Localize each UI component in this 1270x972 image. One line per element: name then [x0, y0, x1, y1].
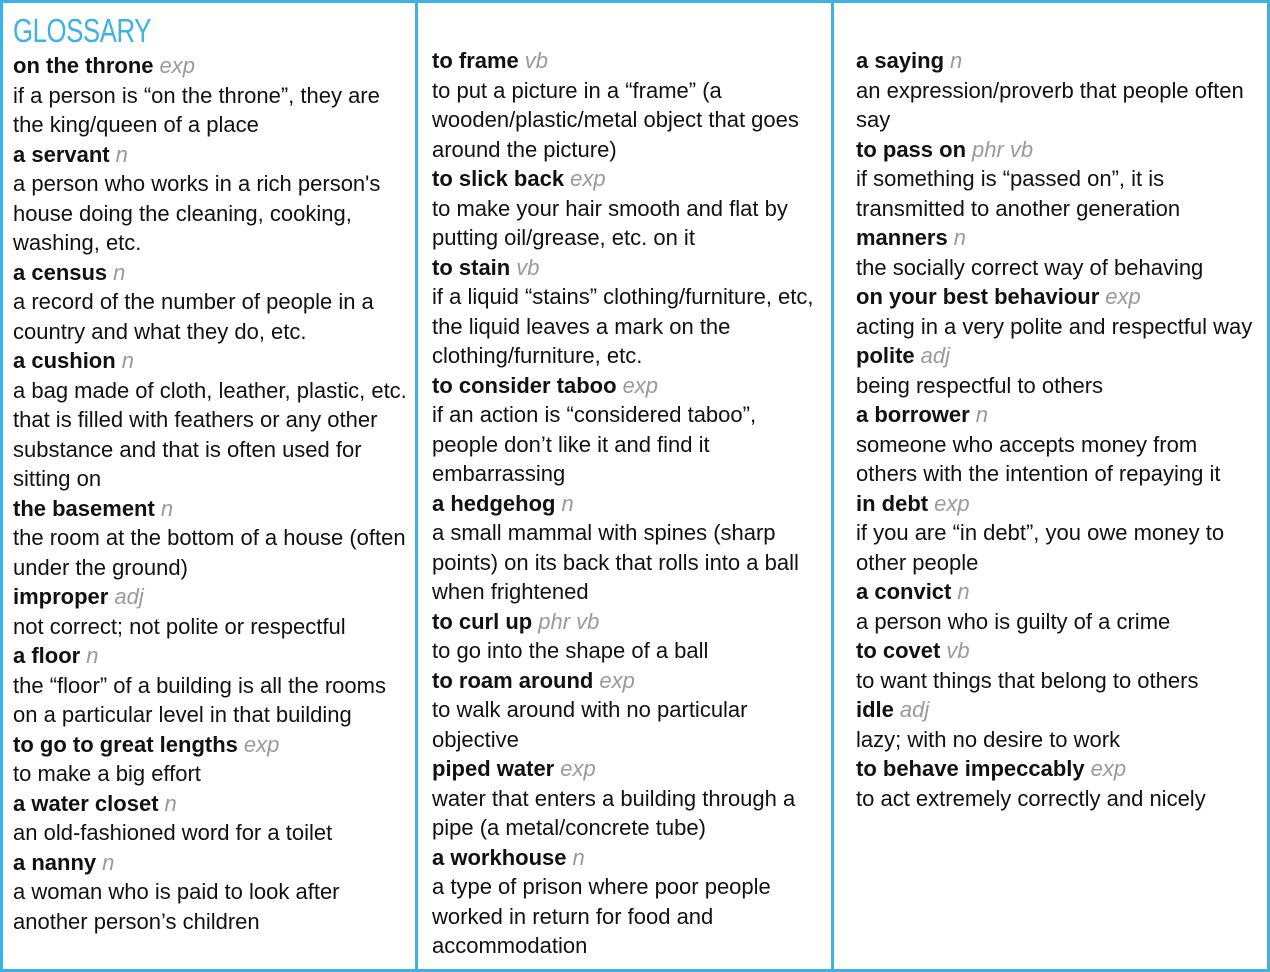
glossary-entry [856, 46, 1261, 135]
entry-heading [856, 135, 1261, 165]
entry-heading [13, 346, 409, 376]
glossary-column-1 [3, 3, 418, 969]
glossary-title: GLOSSARY [13, 12, 152, 49]
glossary-entry [432, 843, 825, 961]
entry-definition: the “floor” of a building is all the rooms on a particular level in that building [13, 672, 386, 727]
glossary-entry [432, 666, 825, 755]
entry-definition: to act extremely correctly and nicely [856, 785, 1206, 811]
entry-definition: someone who accepts money from others with the intention of repaying it [856, 431, 1221, 486]
entry-part-of-speech: n [102, 849, 115, 875]
entry-part-of-speech: n [115, 141, 128, 167]
glossary-entry [856, 695, 1261, 754]
entry-term: a convict [856, 579, 952, 604]
entry-heading [432, 371, 825, 401]
entry-term: to covet [856, 638, 941, 663]
glossary-entry [856, 489, 1261, 578]
entry-definition: the room at the bottom of a house (often under the ground) [13, 525, 406, 580]
glossary-entry [13, 140, 409, 258]
entry-term: to curl up [432, 608, 533, 634]
entry-term: improper [13, 584, 109, 609]
glossary-entry [432, 253, 825, 371]
entry-part-of-speech: n [953, 225, 966, 250]
entry-heading [856, 695, 1261, 725]
glossary-entry [856, 754, 1261, 813]
entry-part-of-speech: exp [622, 372, 659, 398]
glossary-entry [856, 135, 1261, 224]
entry-term: a nanny [13, 849, 97, 875]
entry-definition: if something is “passed on”, it is transmitted to another generation [856, 166, 1181, 221]
entry-term: to roam around [432, 667, 594, 693]
glossary-entry [13, 848, 409, 937]
entry-part-of-speech: n [950, 48, 963, 73]
entry-part-of-speech: n [113, 259, 126, 285]
entry-definition: to go into the shape of a ball [432, 638, 709, 663]
entry-definition: being respectful to others [856, 372, 1104, 398]
glossary-column-2 [418, 3, 834, 969]
entry-definition: a type of prison where poor people worked in return for food and accommodation [432, 874, 771, 958]
entry-heading [13, 494, 409, 524]
glossary-entry [13, 494, 409, 583]
entry-part-of-speech: adj [114, 584, 144, 609]
entry-term: a borrower [856, 402, 970, 427]
entry-term: manners [856, 225, 948, 250]
glossary-entry [13, 346, 409, 494]
entry-definition: water that enters a building through a pipe (a metal/concrete tube) [432, 785, 796, 840]
glossary-entry [856, 223, 1261, 282]
entry-part-of-speech: n [121, 348, 134, 373]
entry-term: in debt [856, 490, 929, 516]
entry-definition: a small mammal with spines (sharp points) on its back that rolls into a ball when frightened [432, 520, 799, 604]
entry-heading [856, 489, 1261, 519]
entry-heading [13, 51, 409, 81]
entry-term: polite [856, 343, 915, 368]
entry-heading [432, 164, 825, 194]
entry-term: idle [856, 697, 894, 722]
entry-definition: if you are “in debt”, you owe money to other people [856, 520, 1225, 575]
entry-definition: a person who works in a rich person's house doing the cleaning, cooking, washing, etc. [13, 171, 381, 255]
entry-part-of-speech: n [86, 643, 99, 668]
entry-part-of-speech: exp [934, 490, 970, 516]
entry-term: to consider taboo [432, 372, 617, 398]
entry-term: to slick back [432, 166, 565, 191]
entry-term: a saying [856, 48, 945, 73]
entry-heading [13, 730, 409, 760]
entry-heading [13, 258, 409, 288]
entry-definition: lazy; with no desire to work [856, 726, 1121, 752]
entry-heading [856, 754, 1261, 784]
entry-term: a water closet [13, 790, 159, 816]
entry-definition: a person who is guilty of a crime [856, 608, 1171, 634]
entry-heading [13, 848, 409, 878]
glossary-entry [432, 607, 825, 666]
entry-part-of-speech: phr vb [972, 136, 1034, 162]
entry-heading [432, 489, 825, 519]
entry-heading [13, 582, 409, 612]
entry-part-of-speech: n [164, 790, 177, 816]
entry-definition: to make a big effort [13, 761, 201, 786]
entry-part-of-speech: exp [560, 756, 596, 781]
entry-part-of-speech: exp [243, 731, 280, 757]
entry-definition: acting in a very polite and respectful way [856, 313, 1253, 339]
entry-definition: an old-fashioned word for a toilet [13, 820, 333, 845]
glossary-entry [856, 282, 1261, 341]
entry-definition: to want things that belong to others [856, 667, 1199, 693]
entry-part-of-speech: vb [516, 254, 540, 280]
entry-part-of-speech: exp [599, 667, 635, 693]
glossary-entry [13, 789, 409, 848]
entry-term: on your best behaviour [856, 284, 1100, 309]
entry-term: to behave impeccably [856, 756, 1085, 781]
glossary-entry [13, 582, 409, 641]
glossary-entry [13, 641, 409, 730]
entry-part-of-speech: exp [570, 166, 606, 191]
entry-term: a floor [13, 643, 81, 668]
entry-definition: not correct; not polite or respectful [13, 613, 346, 639]
entry-heading [432, 754, 825, 784]
entry-part-of-speech: phr vb [538, 608, 600, 634]
glossary-entry [432, 371, 825, 489]
entry-definition: if a person is “on the throne”, they are the king/queen of a place [13, 82, 380, 137]
entry-definition: a woman who is paid to look after another person’s children [13, 879, 340, 934]
entry-term: on the throne [13, 53, 154, 78]
entry-part-of-speech: n [975, 402, 988, 427]
entry-definition: to walk around with no particular objective [432, 697, 748, 752]
entry-definition: an expression/proverb that people often say [856, 77, 1244, 132]
entry-heading [432, 607, 825, 637]
entry-term: to frame [432, 48, 519, 73]
glossary-entry [432, 754, 825, 843]
entry-part-of-speech: exp [1090, 756, 1127, 781]
entry-heading [856, 577, 1261, 607]
entry-heading [856, 282, 1261, 312]
glossary-entry [856, 341, 1261, 400]
entry-heading [432, 843, 825, 873]
entry-term: a hedgehog [432, 490, 556, 516]
entry-term: a cushion [13, 348, 116, 373]
entry-part-of-speech: n [160, 495, 174, 521]
entry-term: a servant [13, 141, 110, 167]
entry-definition: if an action is “considered taboo”, people don’t like it and find it embarrassing [432, 402, 757, 486]
entry-term: a workhouse [432, 844, 567, 870]
glossary-entry [856, 400, 1261, 489]
entry-part-of-speech: vb [524, 48, 549, 73]
entry-term: the basement [13, 495, 155, 521]
entry-definition: if a liquid “stains” clothing/furniture, etc, the liquid leaves a mark on the clothing/furniture, etc. [432, 284, 814, 368]
entry-part-of-speech: exp [1105, 284, 1141, 309]
entry-heading [856, 400, 1261, 430]
entry-definition: to put a picture in a “frame” (a wooden/plastic/metal object that goes around the picture) [432, 77, 799, 162]
glossary-entry [432, 164, 825, 253]
entry-term: to go to great lengths [13, 731, 238, 757]
entry-term: a census [13, 259, 108, 285]
glossary-entry [13, 51, 409, 140]
glossary-entry [13, 258, 409, 347]
glossary-column-3 [834, 3, 1267, 969]
entry-heading [13, 641, 409, 671]
entry-part-of-speech: n [572, 844, 585, 870]
glossary-entry [13, 730, 409, 789]
entry-part-of-speech: adj [920, 343, 951, 368]
entry-heading [432, 46, 825, 76]
entry-heading [13, 140, 409, 170]
entry-heading [856, 636, 1261, 666]
entry-part-of-speech: adj [899, 697, 930, 722]
entry-definition: to make your hair smooth and flat by putting oil/grease, etc. on it [432, 195, 788, 250]
entry-term: to pass on [856, 136, 967, 162]
entry-term: piped water [432, 756, 555, 781]
glossary-entry [856, 636, 1261, 695]
entry-part-of-speech: vb [946, 638, 970, 663]
entry-heading [856, 223, 1261, 253]
entry-heading [856, 46, 1261, 76]
entry-definition: a record of the number of people in a country and what they do, etc. [13, 289, 374, 344]
glossary-entry [432, 46, 825, 164]
entry-heading [856, 341, 1261, 371]
entry-term: to stain [432, 254, 511, 280]
glossary-entry [432, 489, 825, 607]
entry-heading [13, 789, 409, 819]
entry-part-of-speech: n [957, 579, 970, 604]
entry-part-of-speech: exp [159, 53, 196, 78]
entry-part-of-speech: n [561, 490, 574, 516]
entry-definition: a bag made of cloth, leather, plastic, etc. that is filled with feathers or any other substance and that is often used for sitting on [13, 377, 407, 491]
entry-definition: the socially correct way of behaving [856, 254, 1204, 280]
entry-heading [432, 253, 825, 283]
entry-heading [432, 666, 825, 696]
glossary-entry [856, 577, 1261, 636]
